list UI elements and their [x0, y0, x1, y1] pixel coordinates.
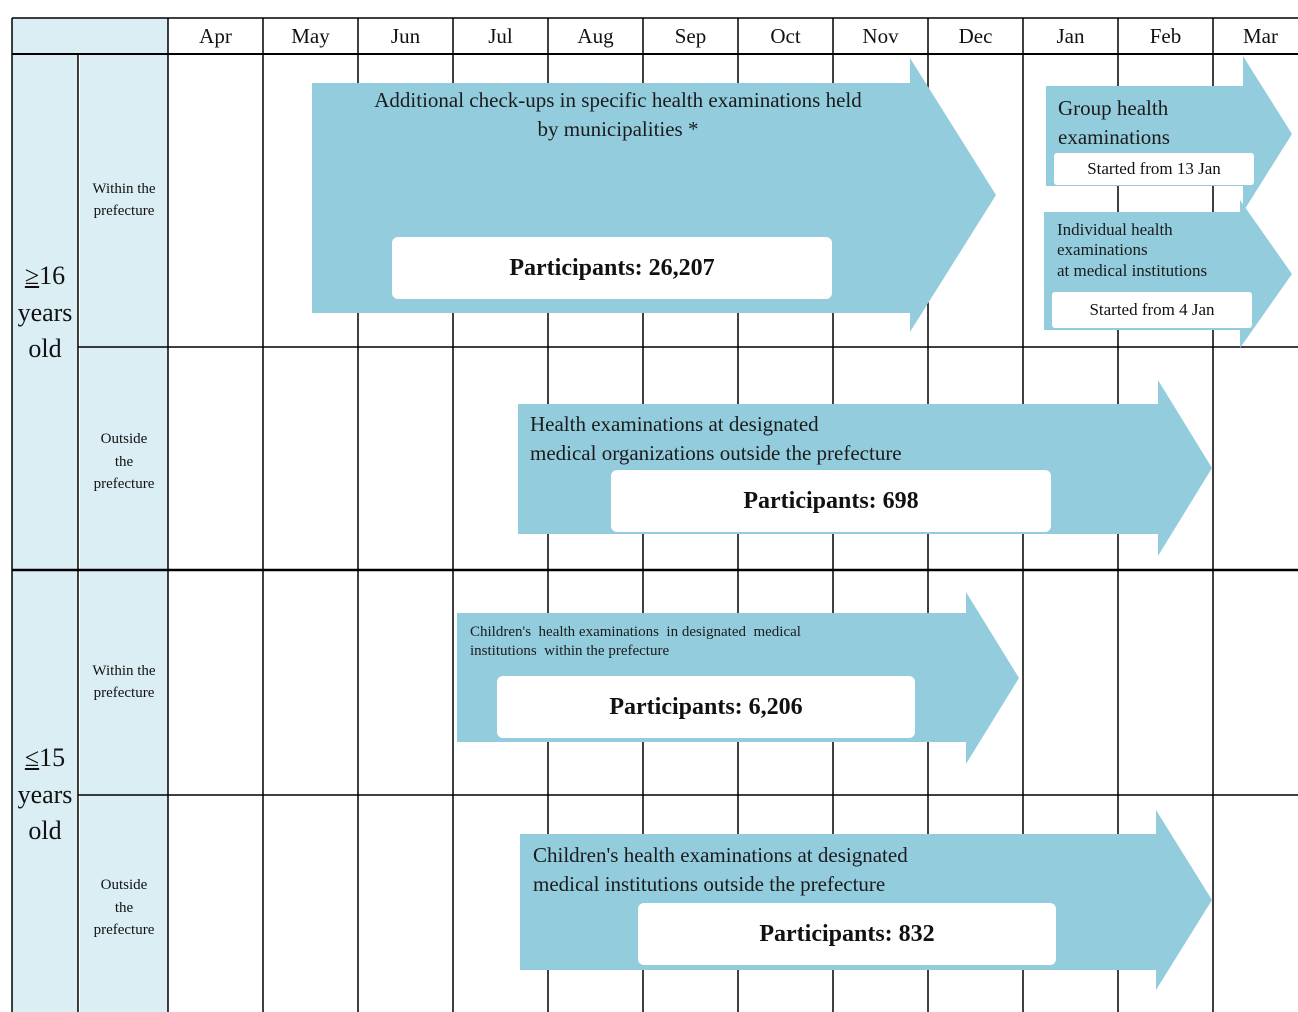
child-within-title	[470, 623, 970, 661]
within-line1: Within the	[92, 662, 156, 679]
lte-symbol: ≤	[24, 743, 40, 773]
within-line2: prefecture	[93, 685, 155, 701]
location-outside-adult	[80, 422, 168, 502]
participants-label: Participants:	[509, 254, 643, 281]
outside-adult-title-line2: medical organizations outside the prefecture	[530, 441, 902, 466]
month-sep: Sep	[674, 23, 707, 48]
month-jul: Jul	[488, 23, 513, 48]
month-apr: Apr	[199, 23, 232, 48]
location-within-adult	[80, 170, 168, 230]
month-may: May	[291, 23, 330, 48]
child-outside-title-line1: Children's health examinations at designated	[533, 843, 908, 867]
municipal-participants-box	[392, 237, 832, 299]
individual-title-line3: at medical institutions	[1057, 260, 1208, 280]
participants-count: 832	[898, 920, 935, 947]
outside-adult-title-line1: Health examinations at designated	[530, 412, 819, 436]
age-16-years: years	[17, 297, 73, 327]
municipal-title	[318, 86, 918, 145]
within-line1: Within the	[92, 180, 156, 197]
group-title-line2: examinations	[1058, 125, 1170, 150]
header-corner-cell	[12, 18, 168, 54]
outside-line2: the	[114, 899, 134, 916]
age-group-15-under	[12, 740, 78, 850]
individual-note-box	[1052, 292, 1252, 328]
individual-title-line1: Individual health	[1057, 220, 1173, 239]
location-outside-child	[80, 868, 168, 948]
outside-line2: the	[114, 453, 134, 470]
outside-line1: Outside	[100, 431, 148, 448]
child-outside-title	[533, 841, 1153, 900]
outside-adult-title	[530, 410, 1170, 469]
age-column-bg	[12, 54, 78, 1012]
outside-line1: Outside	[100, 877, 148, 894]
group-title	[1058, 94, 1248, 153]
participants-label: Participants:	[759, 920, 893, 947]
age-15: 15	[39, 743, 66, 773]
location-within-child	[80, 652, 168, 712]
group-note-box	[1054, 153, 1254, 185]
child-within-title-line1: Children's health examinations in designated medical	[470, 624, 801, 640]
month-jan: Jan	[1056, 23, 1085, 48]
month-jun: Jun	[390, 23, 421, 48]
outside-line3: prefecture	[93, 922, 155, 939]
participants-label: Participants:	[609, 693, 743, 720]
age-16: 16	[39, 261, 66, 291]
individual-title	[1057, 220, 1257, 281]
month-oct: Oct	[770, 23, 801, 48]
age-15-old: old	[28, 816, 62, 846]
month-aug: Aug	[577, 23, 614, 48]
child-within-participants-box	[497, 676, 915, 738]
municipal-title-line2: by municipalities *	[537, 117, 699, 142]
participants-count: 6,206	[748, 693, 803, 720]
age-16-old: old	[28, 334, 62, 364]
participants-count: 26,207	[648, 254, 715, 281]
group-note: Started from 13 Jan	[1087, 159, 1221, 178]
individual-note: Started from 4 Jan	[1089, 300, 1215, 319]
child-outside-title-line2: medical institutions outside the prefecture	[533, 872, 886, 897]
within-line2: prefecture	[93, 203, 155, 219]
child-outside-participants-box	[638, 903, 1056, 965]
municipal-title-line1: Additional check-ups in specific health examinations held	[374, 88, 862, 112]
child-within-title-line2: institutions within the prefecture	[470, 642, 670, 659]
group-title-line1: Group health	[1058, 96, 1169, 120]
outside-line3: prefecture	[93, 476, 155, 493]
month-feb: Feb	[1149, 23, 1182, 48]
participants-count: 698	[882, 487, 919, 514]
month-mar: Mar	[1243, 23, 1278, 48]
individual-title-line2: examinations	[1057, 240, 1148, 260]
age-15-years: years	[17, 779, 73, 809]
month-nov: Nov	[862, 23, 899, 48]
participants-label: Participants:	[743, 487, 877, 514]
gte-symbol: ≥	[24, 261, 40, 291]
month-dec: Dec	[958, 23, 993, 48]
age-group-16-over	[12, 258, 78, 368]
outside-adult-participants-box	[611, 470, 1051, 532]
